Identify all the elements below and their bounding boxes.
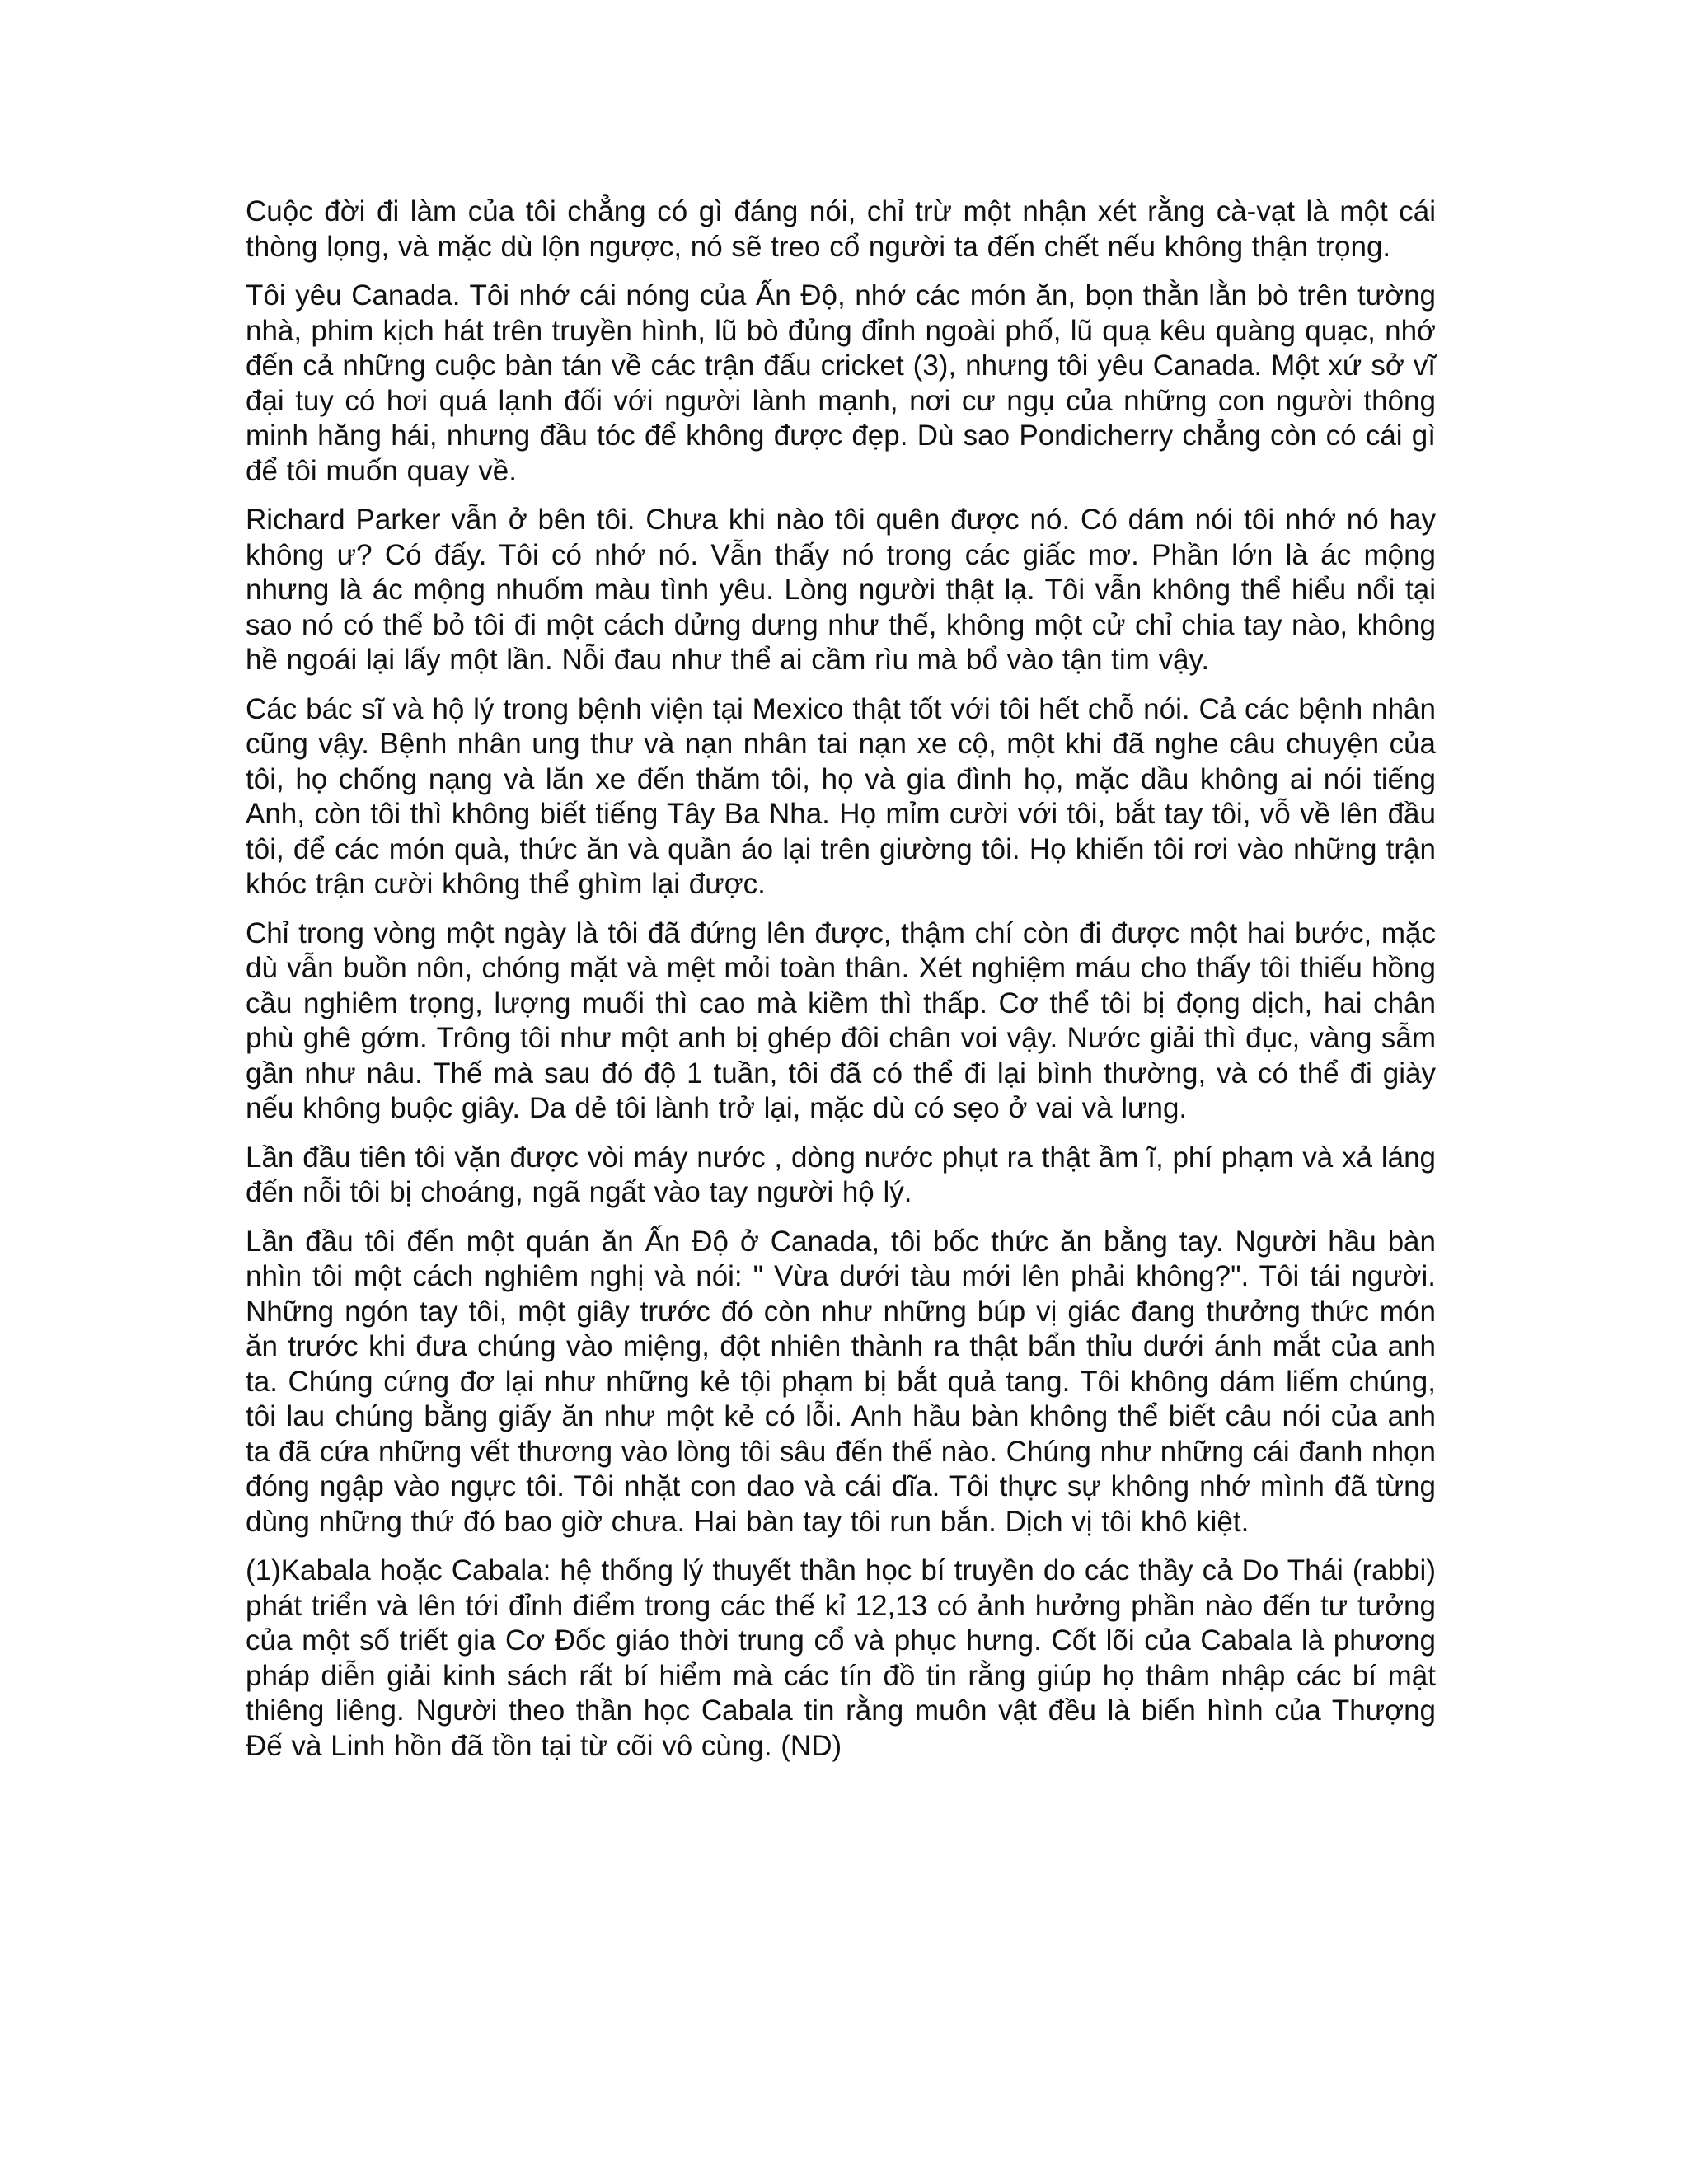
paragraph-richard-parker: Richard Parker vẫn ở bên tôi. Chưa khi nào tôi quên được nó. Có dám nói tôi nhớ nó hay không ư? Có đấy. Tôi có nhớ nó. Vẫn thấy nó trong các giấc mơ. Phần lớn là ác mộng nhưng là ác mộng nhuốm màu tình yêu. Lòng người thật lạ. Tôi vẫn không thể hiểu nổi tại sao nó có thể bỏ tôi đi một cách dửng dưng như thế, không một cử chỉ chia tay nào, không hề ngoái lại lấy một lần. Nỗi đau như thể ai cầm rìu mà bổ vào tận tim vậy. (246, 504, 1436, 676)
paragraph-restaurant: Lần đầu tôi đến một quán ăn Ấn Độ ở Canada, tôi bốc thức ăn bằng tay. Người hầu bàn nhìn tôi một cách nghiêm nghị và nói: " Vừa dưới tàu mới lên phải không?". Tôi tái người. Những ngón tay tôi, một giây trước đó còn như những búp vị giác đang thưởng thức món ăn trước khi đưa chúng vào miệng, đột nhiên thành ra thật bẩn thỉu dưới ánh mắt của anh ta. Chúng cứng đơ lại như những kẻ tội phạm bị bắt quả tang. Tôi không dám liếm chúng, tôi lau chúng bằng giấy ăn như một kẻ có lỗi. Anh hầu bàn không thể biết câu nói của anh ta đã cứa những vết thương vào lòng tôi sâu đến thế nào. Chúng như những cái đanh nhọn đóng ngập vào ngực tôi. Tôi nhặt con dao và cái dĩa. Tôi thực sự không nhớ mình đã từng dùng những thứ đó bao giờ chưa. Hai bàn tay tôi run bắn. Dịch vị tôi khô kiệt. (246, 1225, 1436, 1538)
paragraph-hospital-mexico: Các bác sĩ và hộ lý trong bệnh viện tại Mexico thật tốt với tôi hết chỗ nói. Cả các bệnh nhân cũng vậy. Bệnh nhân ung thư và nạn nhân tai nạn xe cộ, một khi đã nghe câu chuyện của tôi, họ chống nạng và lăn xe đến thăm tôi, họ và gia đình họ, mặc dầu không ai nói tiếng Anh, còn tôi thì không biết tiếng Tây Ba Nha. Họ mỉm cười với tôi, bắt tay tôi, vỗ về lên đầu tôi, để các món quà, thức ăn và quần áo lại trên giường tôi. Họ khiến tôi rơi vào những trận khóc trận cười không thể ghìm lại được. (246, 692, 1436, 900)
paragraph-recovery: Chỉ trong vòng một ngày là tôi đã đứng lên được, thậm chí còn đi được một hai bước, mặc dù vẫn buồn nôn, chóng mặt và mệt mỏi toàn thân. Xét nghiệm máu cho thấy tôi thiếu hồng cầu nghiêm trọng, lượng muối thì cao mà kiềm thì thấp. Cơ thể tôi bị đọng dịch, hai chân phù ghê gớm. Trông tôi như một anh bị ghép đôi chân voi vậy. Nước giải thì đục, vàng sẫm gần như nâu. Thế mà sau đó độ 1 tuần, tôi đã có thể đi lại bình thường, và có thể đi giày nếu không buộc giây. Da dẻ tôi lành trở lại, mặc dù có sẹo ở vai và lưng. (246, 916, 1436, 1124)
paragraph-water-tap: Lần đầu tiên tôi vặn được vòi máy nước , dòng nước phụt ra thật ầm ĩ, phí phạm và xả láng đến nỗi tôi bị choáng, ngã ngất vào tay người hộ lý. (246, 1141, 1436, 1208)
footnote-kabala: (1)Kabala hoặc Cabala: hệ thống lý thuyết thần học bí truyền do các thầy cả Do Thái (rabbi) phát triển và lên tới đỉnh điểm trong các thế kỉ 12,13 có ảnh hưởng phần nào đến tư tưởng của một số triết gia Cơ Đốc giáo thời trung cổ và phục hưng. Cốt lõi của Cabala là phương pháp diễn giải kinh sách rất bí hiểm mà các tín đồ tin rằng giúp họ thâm nhập các bí mật thiêng liêng. Người theo thần học Cabala tin rằng muôn vật đều là biến hình của Thượng Đế và Linh hồn đã tồn tại từ cõi vô cùng. (ND) (246, 1554, 1436, 1762)
paragraph-canada: Tôi yêu Canada. Tôi nhớ cái nóng của Ấn Độ, nhớ các món ăn, bọn thằn lằn bò trên tường nhà, phim kịch hát trên truyền hình, lũ bò đủng đỉnh ngoài phố, lũ quạ kêu quàng quạc, nhớ đến cả những cuộc bàn tán về các trận đấu cricket (3), nhưng tôi yêu Canada. Một xứ sở vĩ đại tuy có hơi quá lạnh đối với người lành mạnh, nơi cư ngụ của những con người thông minh hăng hái, nhưng đầu tóc để không được đẹp. Dù sao Pondicherry chẳng còn có cái gì để tôi muốn quay về. (246, 279, 1436, 487)
document-page (246, 194, 1436, 1778)
paragraph-work-life: Cuộc đời đi làm của tôi chẳng có gì đáng nói, chỉ trừ một nhận xét rằng cà-vạt là một cái thòng lọng, và mặc dù lộn ngược, nó sẽ treo cổ người ta đến chết nếu không thận trọng. (246, 195, 1436, 263)
